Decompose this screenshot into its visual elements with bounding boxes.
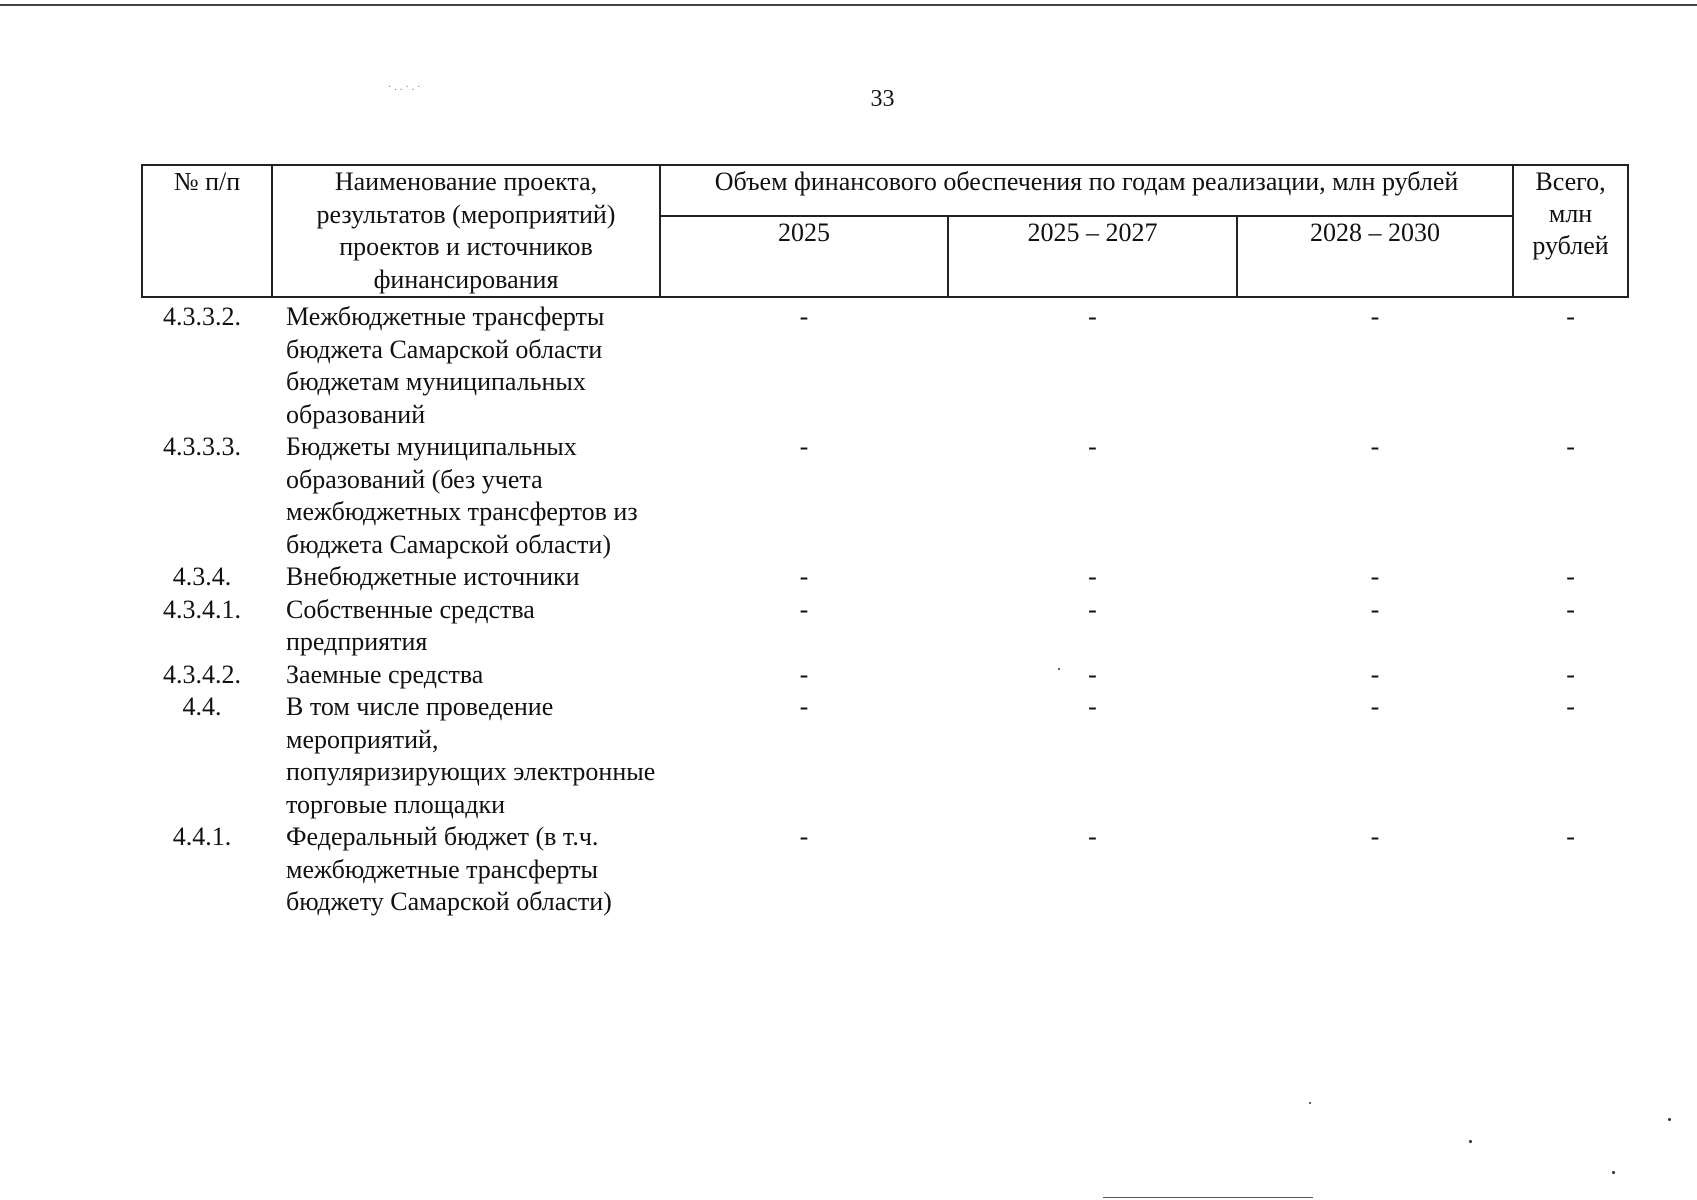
row-name: Межбюджетные трансферты бюджета Самарской области бюджетам муниципальных образований xyxy=(286,302,605,429)
row-value-2025-2027: - xyxy=(1088,302,1097,331)
row-value-2028-2030: - xyxy=(1370,562,1380,591)
row-value-2028-2030: - xyxy=(1370,659,1380,689)
table-row xyxy=(142,594,1628,659)
row-value-2025: - xyxy=(799,692,809,721)
table-row xyxy=(142,691,1628,821)
row-value-2025: - xyxy=(799,594,809,624)
header-total: Всего, млн рублей xyxy=(1513,165,1628,297)
page-number: 33 xyxy=(870,86,895,112)
row-value-2025: - xyxy=(799,562,809,591)
row-value-2028-2030: - xyxy=(1370,822,1380,851)
row-value-2028-2030: - xyxy=(1370,594,1380,624)
table-row xyxy=(142,297,1628,431)
row-value-total: - xyxy=(1566,692,1575,721)
top-edge-rule xyxy=(0,4,1697,6)
row-value-2025-2027: - xyxy=(1088,594,1097,624)
header-year-2025: 2025 xyxy=(660,216,948,297)
row-value-total: - xyxy=(1566,659,1575,689)
row-value-2025-2027: - xyxy=(1088,822,1097,851)
row-number: 4.4. xyxy=(182,692,222,721)
row-number: 4.3.3.3. xyxy=(163,432,241,461)
row-number: 4.4.1. xyxy=(172,822,232,851)
row-number: 4.3.4. xyxy=(172,562,232,591)
row-value-2028-2030: - xyxy=(1370,432,1380,461)
row-number: 4.3.3.2. xyxy=(163,302,241,331)
header-year-2025-2027: 2025 – 2027 xyxy=(948,216,1237,297)
header-year-2028-2030: 2028 – 2030 xyxy=(1237,216,1513,297)
table-row xyxy=(142,659,1628,692)
footer-rule xyxy=(1103,1197,1313,1198)
row-name: Внебюджетные источники xyxy=(286,562,580,591)
row-value-2025-2027: - xyxy=(1088,562,1097,591)
scan-speck xyxy=(1469,1140,1472,1143)
header-num: № п/п xyxy=(142,165,272,297)
row-value-2025-2027: - xyxy=(1088,692,1097,721)
row-value-2025: - xyxy=(799,822,809,851)
row-value-total: - xyxy=(1566,594,1575,624)
scan-speck xyxy=(1309,1102,1311,1104)
scan-speck xyxy=(1668,1118,1671,1121)
row-value-2025: - xyxy=(799,659,809,689)
header-row-group xyxy=(142,165,1628,216)
row-value-total: - xyxy=(1566,302,1575,331)
row-name: Заемные средства xyxy=(286,659,484,689)
scan-speck xyxy=(1058,668,1060,670)
row-name: Бюджеты муниципальных образований (без учета межбюджетных трансфертов из бюджета Самарской области) xyxy=(286,432,638,559)
scan-noise: ·..·.· xyxy=(388,82,424,93)
row-value-2025-2027: - xyxy=(1088,432,1097,461)
row-value-total: - xyxy=(1566,432,1575,461)
row-value-total: - xyxy=(1566,562,1575,591)
row-value-2028-2030: - xyxy=(1370,302,1380,331)
row-name: Федеральный бюджет (в т.ч. межбюджетные трансферты бюджету Самарской области) xyxy=(286,822,612,916)
header-name: Наименование проекта, результатов (мероприятий) проектов и источников финансирования xyxy=(272,165,660,297)
row-value-2025: - xyxy=(799,432,809,461)
row-value-2025: - xyxy=(799,302,809,331)
scan-speck xyxy=(1612,1171,1615,1174)
row-value-2028-2030: - xyxy=(1370,692,1380,721)
row-name: В том числе проведение мероприятий, популяризирующих электронные торговые площадки xyxy=(286,692,656,819)
table-row xyxy=(142,821,1628,919)
row-name: Собственные средства предприятия xyxy=(286,594,535,656)
header-funding-group: Объем финансового обеспечения по годам реализации, млн рублей xyxy=(660,165,1513,216)
row-number: 4.3.4.1. xyxy=(163,594,241,624)
row-value-total: - xyxy=(1566,822,1575,851)
table-row xyxy=(142,431,1628,561)
table-row xyxy=(142,561,1628,594)
row-number: 4.3.4.2. xyxy=(163,659,241,689)
financing-table xyxy=(141,164,1629,919)
row-value-2025-2027: - xyxy=(1088,659,1097,689)
